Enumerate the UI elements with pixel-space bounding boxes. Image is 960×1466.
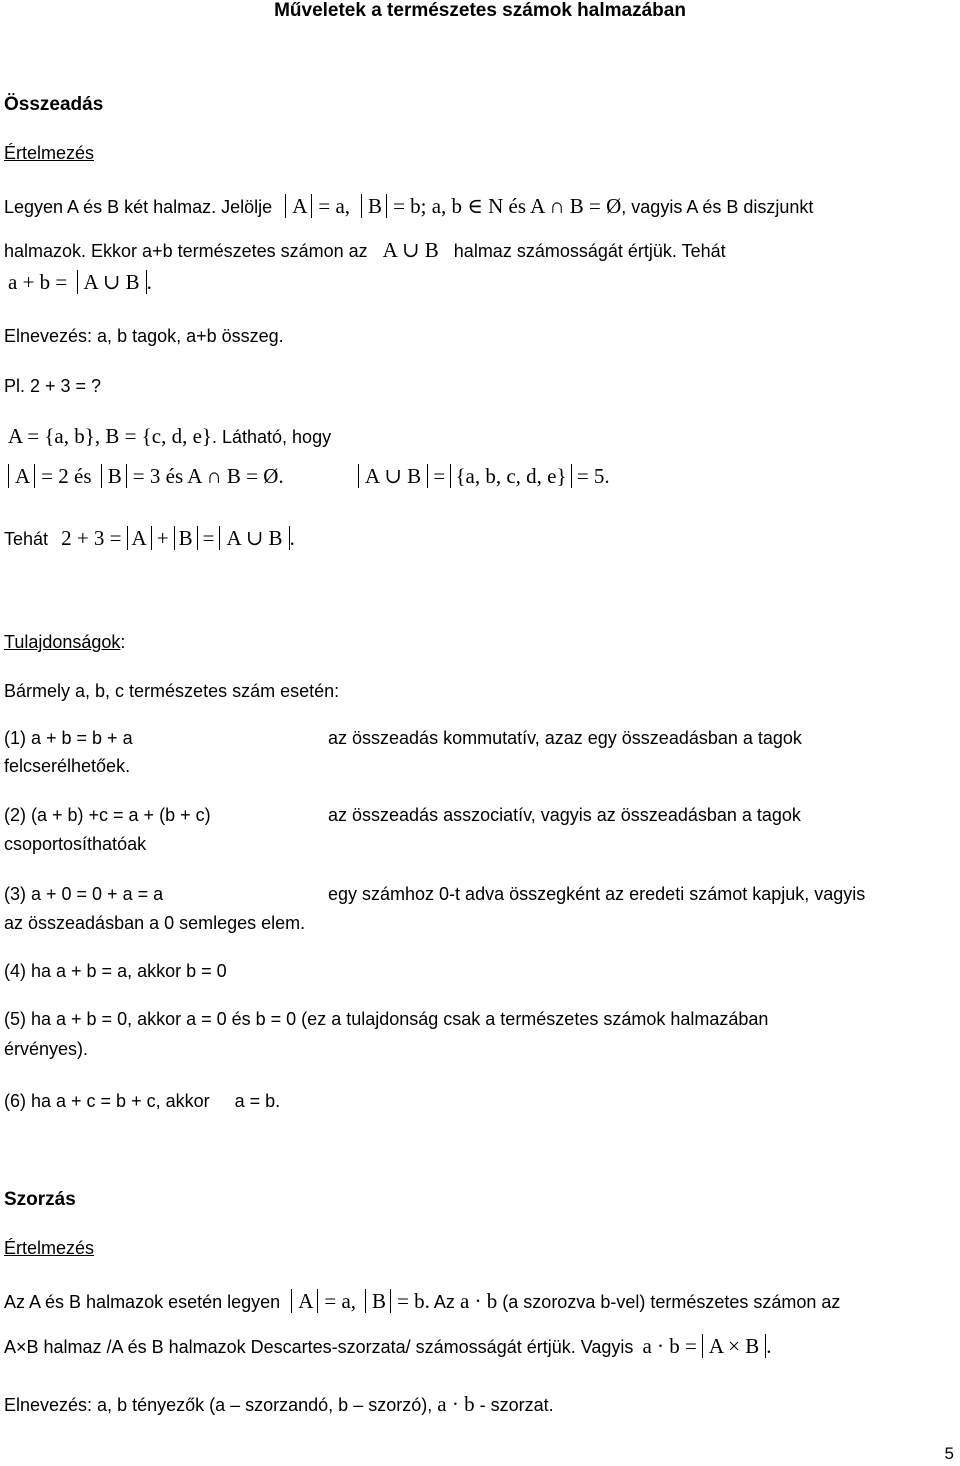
multiplication-def-line1: Az A és B halmazok esetén legyen A = a, B = b. Az a · b (a szorozva b-vel) természetes számon az: [4, 1289, 841, 1313]
example-union-card: A ∪ B = {a, b, c, d, e} = 5.: [358, 464, 610, 489]
example-conclusion: Tehát 2 + 3 = A + B = A ∪ B .: [4, 526, 295, 550]
def-text-suffix: , vagyis A és B diszjunkt: [621, 197, 814, 217]
def-text: Legyen A és B két halmaz. Jelölje: [4, 197, 273, 217]
property-2-desc: az összeadás asszociatív, vagyis az összeadásban a tagok: [328, 805, 801, 825]
example-cardinalities: A = 2 és B = 3 és A ∩ B = Ø.: [8, 464, 284, 489]
property-3-desc: egy számhoz 0-t adva összegként az eredeti számot kapjuk, vagyis: [328, 884, 866, 904]
addition-def-line2: halmazok. Ekkor a+b természetes számon az A ∪ B halmaz számosságát értjük. Tehát: [4, 238, 726, 262]
addition-example-question: Pl. 2 + 3 = ?: [4, 376, 102, 396]
properties-intro: Bármely a, b, c természetes szám esetén:: [4, 681, 340, 701]
math-card-a: A = a,: [285, 194, 350, 218]
property-5-line1: (5) ha a + b = 0, akkor a = 0 és b = 0 (ez a tulajdonság csak a természetes számok halmazában: [4, 1009, 769, 1029]
property-3-cont: az összeadásban a 0 semleges elem.: [4, 913, 306, 933]
property-1-cont: felcserélhetőek.: [4, 756, 131, 776]
property-1-desc: az összeadás kommutatív, azaz egy összeadásban a tagok: [328, 728, 802, 748]
math-card-b: B = b; a, b ∈ N és A ∩ B = Ø: [361, 194, 621, 218]
addition-def-line1: [4, 194, 813, 219]
multiplication-heading: Szorzás: [4, 1189, 76, 1210]
properties-heading: Tulajdonságok:: [4, 632, 126, 652]
page-number: 5: [944, 1444, 954, 1463]
addition-def-line3: a + b = A ∪ B .: [8, 270, 152, 294]
property-3-formula: (3) a + 0 = 0 + a = a: [4, 884, 164, 904]
addition-definition-heading: Értelmezés: [4, 143, 95, 163]
multiplication-definition-heading: Értelmezés: [4, 1238, 95, 1258]
addition-naming: Elnevezés: a, b tagok, a+b összeg.: [4, 326, 284, 346]
property-1-formula: (1) a + b = b + a: [4, 728, 133, 748]
math-union: A ∪ B: [382, 238, 439, 262]
property-2-formula: (2) (a + b) +c = a + (b + c): [4, 805, 211, 825]
multiplication-def-line2: A×B halmaz /A és B halmazok Descartes-szorzata/ számosságát értjük. Vagyis a · b = A × B .: [4, 1334, 772, 1358]
property-4: (4) ha a + b = a, akkor b = 0: [4, 961, 227, 981]
addition-heading: Összeadás: [4, 94, 104, 115]
property-2-cont: csoportosíthatóak: [4, 834, 147, 854]
property-6: (6) ha a + c = b + c, akkor a = b.: [4, 1091, 281, 1111]
property-5-line2: érvényes).: [4, 1039, 89, 1059]
example-sets: A = {a, b}, B = {c, d, e}. Látható, hogy: [8, 424, 332, 448]
page-title: Műveletek a természetes számok halmazában: [274, 0, 686, 21]
multiplication-naming: Elnevezés: a, b tényezők (a – szorzandó, b – szorzó), a · b - szorzat.: [4, 1392, 554, 1416]
